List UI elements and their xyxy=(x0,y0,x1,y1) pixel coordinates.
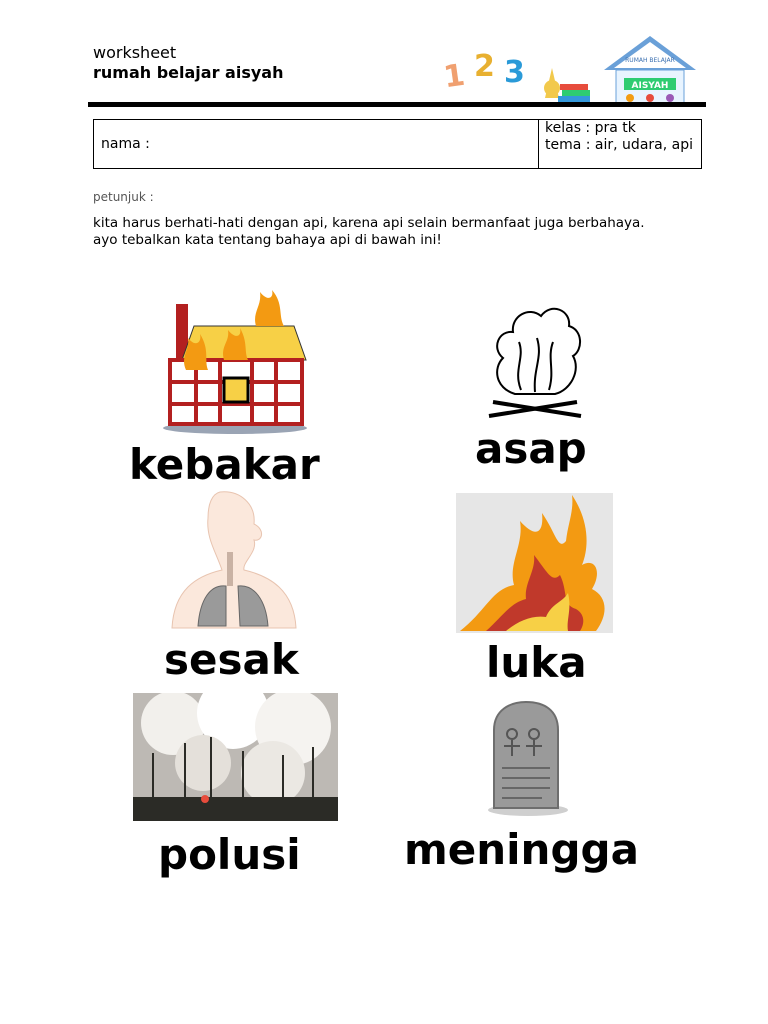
nama-label: nama : xyxy=(101,136,150,152)
word-sesak: sesak xyxy=(164,635,299,684)
student-info-table xyxy=(93,119,702,169)
lungs-icon xyxy=(170,490,298,630)
flame-icon xyxy=(456,493,613,633)
petunjuk-label: petunjuk : xyxy=(93,190,154,204)
word-polusi: polusi xyxy=(158,830,301,879)
header-title: worksheet xyxy=(93,43,177,62)
smoke-fire-icon xyxy=(485,298,585,420)
logo-digit-3: 3 xyxy=(504,55,525,90)
logo-digit-2: 2 xyxy=(474,49,495,84)
numbers-logo-icon xyxy=(440,38,600,106)
nama-cell xyxy=(94,120,539,168)
word-luka: luka xyxy=(486,638,587,687)
tema-label: tema : air, udara, api xyxy=(545,137,693,153)
instructions xyxy=(93,215,713,249)
forest-fire-smoke-icon xyxy=(133,693,338,821)
word-kebakar: kebakar xyxy=(129,440,320,489)
logo-house-text: AISYAH xyxy=(631,81,669,91)
kelas-label: kelas : pra tk xyxy=(545,120,636,136)
kelas-tema-cell xyxy=(539,120,701,168)
header-divider xyxy=(88,102,706,107)
header-subtitle: rumah belajar aisyah xyxy=(93,63,284,82)
word-asap: asap xyxy=(475,424,587,473)
gravestone-icon xyxy=(484,700,570,818)
instruction-line-2: ayo tebalkan kata tentang bahaya api di bawah ini! xyxy=(93,232,442,248)
burning-house-icon xyxy=(160,290,310,435)
logo-house-arc: RUMAH BELAJAR xyxy=(625,57,675,64)
house-logo-icon xyxy=(600,32,700,108)
logo-digit-1: 1 xyxy=(441,57,467,96)
word-meningga: meningga xyxy=(404,825,639,874)
instruction-line-1: kita harus berhati-hati dengan api, karena api selain bermanfaat juga berbahaya. xyxy=(93,215,645,231)
